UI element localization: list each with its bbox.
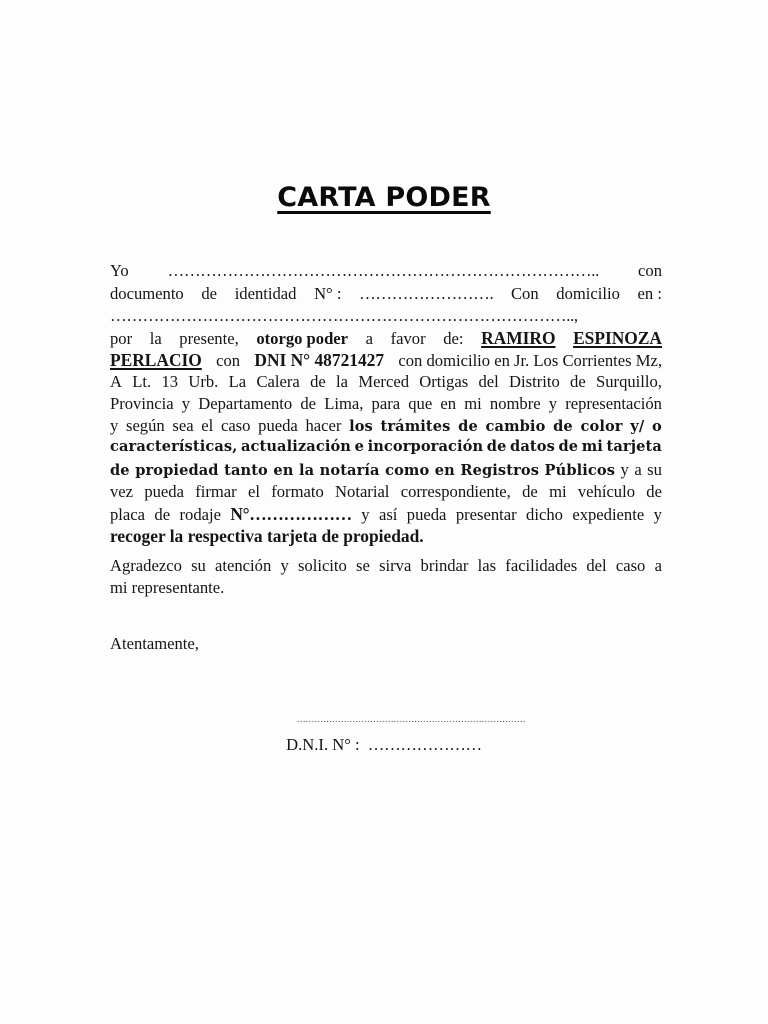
word: del: [586, 556, 607, 575]
word: el: [247, 482, 260, 501]
word: que: [408, 394, 433, 413]
word: según: [125, 416, 165, 435]
word: A: [110, 372, 122, 391]
word: documento: [110, 284, 184, 303]
word: presentar: [455, 505, 517, 524]
word: en :: [637, 284, 662, 303]
word: Surquillo,: [596, 372, 662, 391]
bold-word: en: [434, 462, 455, 479]
word: representación: [565, 394, 662, 413]
word: solicito: [297, 556, 347, 575]
word: Con: [510, 284, 539, 303]
document-title: [0, 182, 768, 213]
word: Calera: [256, 372, 300, 391]
bold-word: Registros: [460, 462, 540, 479]
word: su: [191, 556, 206, 575]
word: vehículo: [577, 482, 636, 501]
bold-word: y/: [630, 418, 645, 435]
bold-word: incorporación: [367, 438, 484, 455]
bold-word: Públicos: [544, 462, 616, 479]
word: la: [336, 372, 349, 391]
word: La: [228, 372, 247, 391]
word: presente,: [179, 329, 239, 348]
word: de: [300, 394, 317, 413]
bold-word: trámites: [380, 418, 451, 435]
text-line: [110, 328, 662, 350]
bold-word: los: [349, 418, 373, 435]
word: caso: [220, 416, 251, 435]
word: la: [149, 329, 162, 348]
word: atención: [215, 556, 272, 575]
word: y: [620, 460, 629, 479]
word: 13: [161, 372, 179, 391]
bold-word: color: [580, 418, 623, 435]
word: Lt.: [132, 372, 152, 391]
word: para: [371, 394, 401, 413]
word: N° :: [314, 284, 342, 303]
signature-dni: [0, 735, 768, 755]
blank-id-field: …………………….: [359, 284, 494, 303]
representative-name: RAMIRO: [481, 328, 556, 348]
dni-label: D.N.I. N° :: [286, 735, 360, 754]
word: correspondiente,: [400, 482, 511, 501]
word: con: [216, 351, 241, 370]
bold-word: actualización: [240, 438, 352, 455]
word: Agradezco: [110, 556, 182, 575]
word: a: [654, 556, 662, 575]
representative-name: PERLACIO: [110, 350, 202, 370]
bold-word: de: [458, 418, 478, 435]
bold-word: tarjeta: [606, 438, 662, 455]
word: del: [478, 372, 499, 391]
text-line: [110, 284, 662, 306]
word: y: [280, 556, 289, 575]
text-line: [110, 306, 662, 328]
word: mi: [464, 394, 482, 413]
word: pueda: [406, 505, 447, 524]
text-line: [110, 261, 662, 283]
word: y: [181, 394, 191, 413]
word: Departamento: [198, 394, 293, 413]
word: Lima,: [324, 394, 364, 413]
bold-word: la: [298, 462, 315, 479]
word: identidad: [234, 284, 297, 303]
word: las: [477, 556, 497, 575]
bold-word: de: [558, 438, 579, 455]
word: nombre: [489, 394, 541, 413]
bold-word: como: [385, 462, 430, 479]
representative-dni: DNI N° 48721427: [254, 350, 385, 370]
word: facilidades: [505, 556, 578, 575]
word: y: [110, 416, 119, 435]
word: Yo: [110, 261, 129, 280]
word: expediente: [572, 505, 645, 524]
bold-word: o: [651, 418, 662, 435]
word: formato: [271, 482, 324, 501]
word: Ortigas: [419, 372, 469, 391]
word: su: [647, 460, 662, 479]
word: en: [440, 394, 457, 413]
bold-word: cambio: [485, 418, 546, 435]
body-paragraph-2-line: [110, 556, 662, 578]
word: favor: [390, 329, 426, 348]
word: sea: [172, 416, 194, 435]
representative-name: ESPINOZA: [573, 328, 662, 348]
word: placa: [110, 505, 146, 524]
word: por: [110, 329, 133, 348]
bold-word: tanto: [224, 462, 268, 479]
word: mi: [549, 482, 567, 501]
bold-phrase: recoger la respectiva tarjeta de propiedad.: [110, 526, 424, 546]
word: de: [201, 284, 218, 303]
word: el: [201, 416, 214, 435]
word: con: [638, 261, 662, 280]
text-line: [110, 372, 662, 394]
word: vez: [110, 482, 134, 501]
word: hacer: [305, 416, 342, 435]
word: Notarial: [335, 482, 390, 501]
body-paragraph-2-line: [110, 578, 662, 600]
text-line: [110, 416, 662, 438]
word: rodaje: [179, 505, 221, 524]
word: así: [378, 505, 398, 524]
word: caso: [615, 556, 646, 575]
word: de: [154, 505, 171, 524]
word: brindar: [420, 556, 469, 575]
word: de: [310, 372, 326, 391]
bold-word: mi: [581, 438, 603, 455]
closing-line: [110, 634, 662, 656]
word: Merced: [358, 372, 409, 391]
text-line: [110, 438, 662, 460]
word: a: [365, 329, 374, 348]
bold-word: en: [273, 462, 294, 479]
word: pueda: [258, 416, 298, 435]
word: firmar: [195, 482, 237, 501]
text-line: [110, 460, 662, 482]
bold-word: e: [354, 438, 364, 455]
closing-text: Atentamente,: [110, 634, 199, 653]
bold-word: características,: [110, 438, 238, 455]
text-line: [110, 350, 662, 372]
word: de:: [443, 329, 464, 348]
word: con domicilio en Jr. Los Corrientes Mz,: [398, 351, 662, 370]
text-line: [110, 394, 662, 416]
word: a: [634, 460, 642, 479]
word: Distrito: [509, 372, 560, 391]
word: sirva: [379, 556, 412, 575]
title-text: CARTA PODER: [277, 182, 491, 213]
word: de: [646, 482, 662, 501]
bold-phrase: otorgo poder: [256, 329, 349, 348]
word: dicho: [526, 505, 563, 524]
bold-word: notaría: [319, 462, 380, 479]
text: mi representante.: [110, 578, 225, 597]
blank-address-field: …………………………………………………………………………..,: [110, 306, 578, 325]
word: pueda: [144, 482, 184, 501]
bold-word: de: [486, 438, 507, 455]
word: y: [361, 505, 370, 524]
word: de: [570, 372, 586, 391]
word: Urb.: [188, 372, 219, 391]
word: de: [522, 482, 538, 501]
blank-plate-field: N°………………: [230, 504, 352, 524]
bold-word: propiedad: [135, 462, 219, 479]
text-line: [110, 482, 662, 504]
blank-name-field: ……………………………………………………………………..: [167, 261, 599, 280]
bold-word: datos: [510, 438, 555, 455]
text-line: [110, 526, 662, 548]
word: Provincia: [110, 394, 174, 413]
word: y: [548, 394, 558, 413]
word: se: [356, 556, 370, 575]
text-line: [110, 504, 662, 526]
bold-word: de: [110, 462, 130, 479]
blank-dni-field: …………………: [367, 735, 482, 754]
signature-line: ……………………………………………………………………: [296, 714, 526, 724]
bold-word: de: [553, 418, 573, 435]
word: y: [653, 505, 662, 524]
word: domicilio: [556, 284, 620, 303]
